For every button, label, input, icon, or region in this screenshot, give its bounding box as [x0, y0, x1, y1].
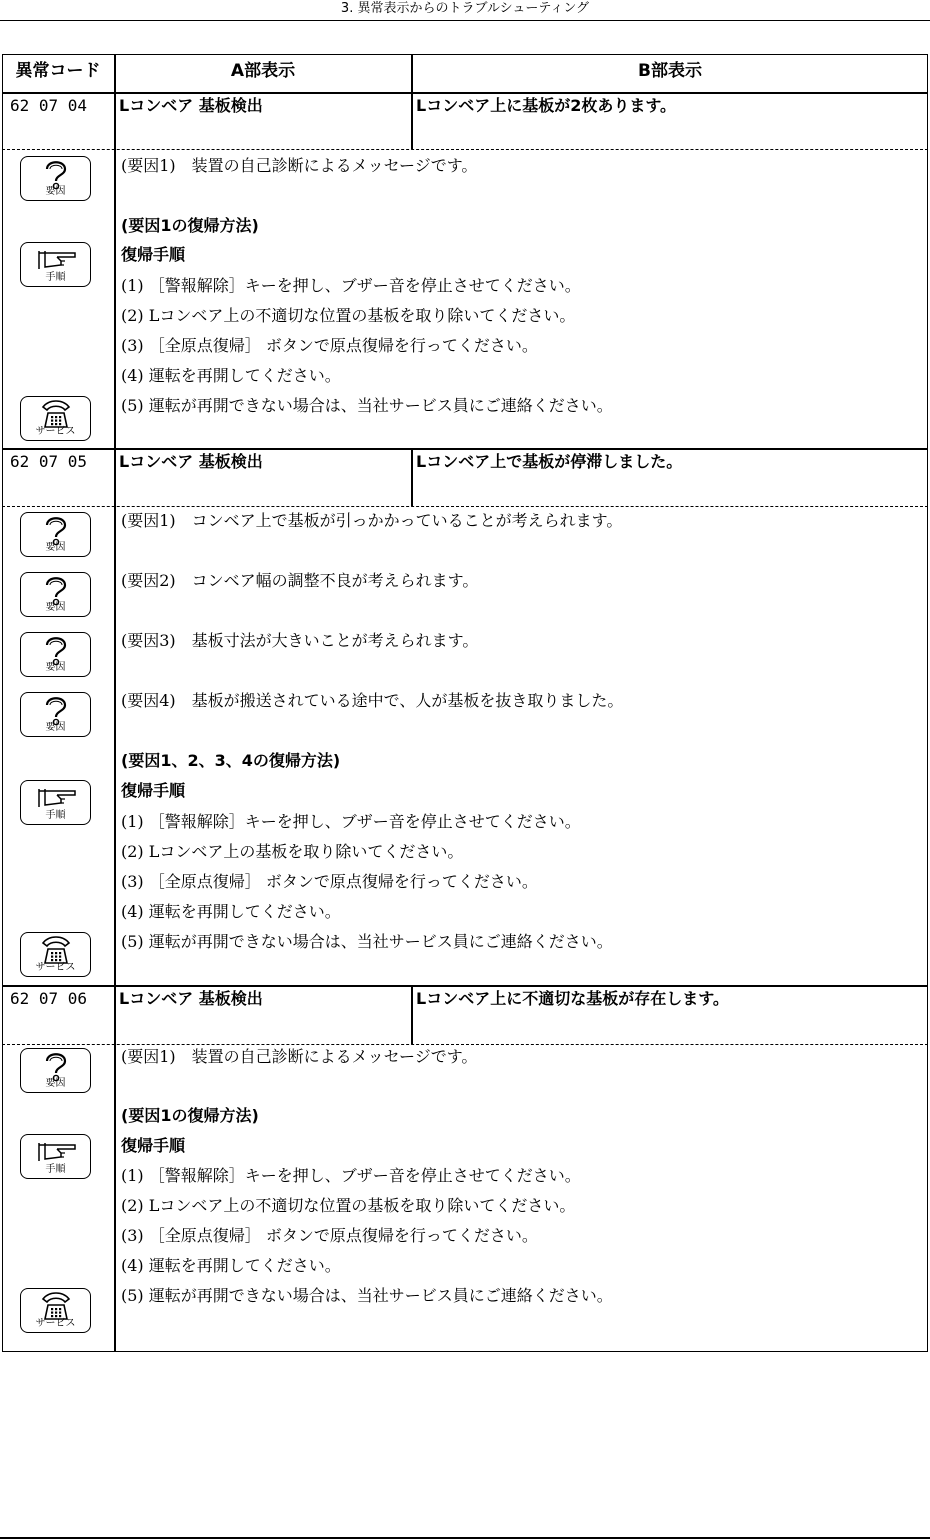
entry-a-display: Lコンベア 基板検出: [119, 96, 263, 115]
entry-line: (要因1) コンベア上で基板が引っかかっていることが考えられます。: [121, 511, 623, 530]
procedure-icon: [20, 780, 91, 825]
entry-line: (1) ［警報解除］キーを押し、ブザー音を停止させてください。: [121, 276, 581, 295]
entry-line: (3) ［全原点復帰］ ボタンで原点復帰を行ってください。: [121, 872, 538, 891]
icon-caption: 要因: [45, 662, 66, 673]
entry-line: (5) 運転が再開できない場合は、当社サービス員にご連絡ください。: [121, 396, 613, 415]
ab-divider: [411, 985, 413, 1044]
icon-caption: 手順: [45, 1164, 66, 1175]
entry-line: (5) 運転が再開できない場合は、当社サービス員にご連絡ください。: [121, 1286, 613, 1305]
entry-line: (3) ［全原点復帰］ ボタンで原点復帰を行ってください。: [121, 1226, 538, 1245]
entry-code: 62 07 06: [10, 989, 88, 1008]
header-b: B部表示: [638, 61, 702, 81]
dashed-divider: [2, 149, 928, 150]
cause-icon: [20, 1048, 91, 1093]
header-code: 異常コード: [15, 61, 101, 81]
service-icon: [20, 932, 91, 977]
icon-caption: 要因: [45, 186, 66, 197]
entry-a-display: Lコンベア 基板検出: [119, 452, 263, 471]
icon-caption: サービス: [35, 426, 76, 437]
service-icon: [20, 1288, 91, 1333]
cause-icon: [20, 632, 91, 677]
dashed-divider: [2, 1044, 928, 1045]
entry-line: (4) 運転を再開してください。: [121, 902, 341, 921]
icon-caption: 要因: [45, 602, 66, 613]
entry-line: (要因1の復帰方法): [121, 216, 259, 235]
entry-line: (要因1) 装置の自己診断によるメッセージです。: [121, 156, 478, 175]
entry-line: (要因4) 基板が搬送されている途中で、人が基板を抜き取りました。: [121, 691, 624, 710]
entry-line: 復帰手順: [121, 245, 186, 264]
column-divider: [114, 54, 116, 1352]
entry-line: (2) Lコンベア上の基板を取り除いてください。: [121, 842, 464, 861]
icon-caption: 要因: [45, 542, 66, 553]
entry-code: 62 07 05: [10, 452, 88, 471]
icon-caption: サービス: [35, 1318, 76, 1329]
entry-a-display: Lコンベア 基板検出: [119, 989, 263, 1008]
entry-line: (5) 運転が再開できない場合は、当社サービス員にご連絡ください。: [121, 932, 613, 951]
icon-caption: 要因: [45, 1078, 66, 1089]
service-icon: [20, 396, 91, 441]
entry-code: 62 07 04: [10, 96, 88, 115]
icon-caption: 手順: [45, 810, 66, 821]
entry-b-display: Lコンベア上に不適切な基板が存在します。: [416, 989, 729, 1008]
icon-caption: 手順: [45, 272, 66, 283]
entry-line: (要因2) コンベア幅の調整不良が考えられます。: [121, 571, 479, 590]
header-divider: [2, 92, 928, 94]
procedure-icon: [20, 1134, 91, 1179]
page-header: 3. 異常表示からのトラブルシューティング: [0, 0, 930, 21]
ab-divider: [411, 92, 413, 149]
row-divider: [2, 448, 928, 450]
row-divider: [2, 985, 928, 987]
page-footer-rule: [0, 1537, 930, 1539]
entry-line: (要因1) 装置の自己診断によるメッセージです。: [121, 1047, 478, 1066]
cause-icon: [20, 156, 91, 201]
entry-b-display: Lコンベア上に基板が2枚あります。: [416, 96, 677, 115]
ab-divider: [411, 448, 413, 506]
dashed-divider: [2, 506, 928, 507]
procedure-icon: [20, 242, 91, 287]
entry-line: (2) Lコンベア上の不適切な位置の基板を取り除いてください。: [121, 306, 576, 325]
entry-line: (2) Lコンベア上の不適切な位置の基板を取り除いてください。: [121, 1196, 576, 1215]
header-a: A部表示: [230, 61, 296, 81]
entry-line: (要因1の復帰方法): [121, 1106, 259, 1125]
entry-line: 復帰手順: [121, 781, 186, 800]
entry-line: (4) 運転を再開してください。: [121, 1256, 341, 1275]
entry-line: 復帰手順: [121, 1136, 186, 1155]
entry-line: (要因3) 基板寸法が大きいことが考えられます。: [121, 631, 479, 650]
entry-b-display: Lコンベア上で基板が停滞しました。: [416, 452, 683, 471]
entry-line: (要因1、2、3、4の復帰方法): [121, 751, 341, 770]
cause-icon: [20, 572, 91, 617]
entry-line: (3) ［全原点復帰］ ボタンで原点復帰を行ってください。: [121, 336, 538, 355]
cause-icon: [20, 512, 91, 557]
entry-line: (1) ［警報解除］キーを押し、ブザー音を停止させてください。: [121, 1166, 581, 1185]
icon-caption: サービス: [35, 962, 76, 973]
entry-line: (1) ［警報解除］キーを押し、ブザー音を停止させてください。: [121, 812, 581, 831]
cause-icon: [20, 692, 91, 737]
entry-line: (4) 運転を再開してください。: [121, 366, 341, 385]
icon-caption: 要因: [45, 722, 66, 733]
